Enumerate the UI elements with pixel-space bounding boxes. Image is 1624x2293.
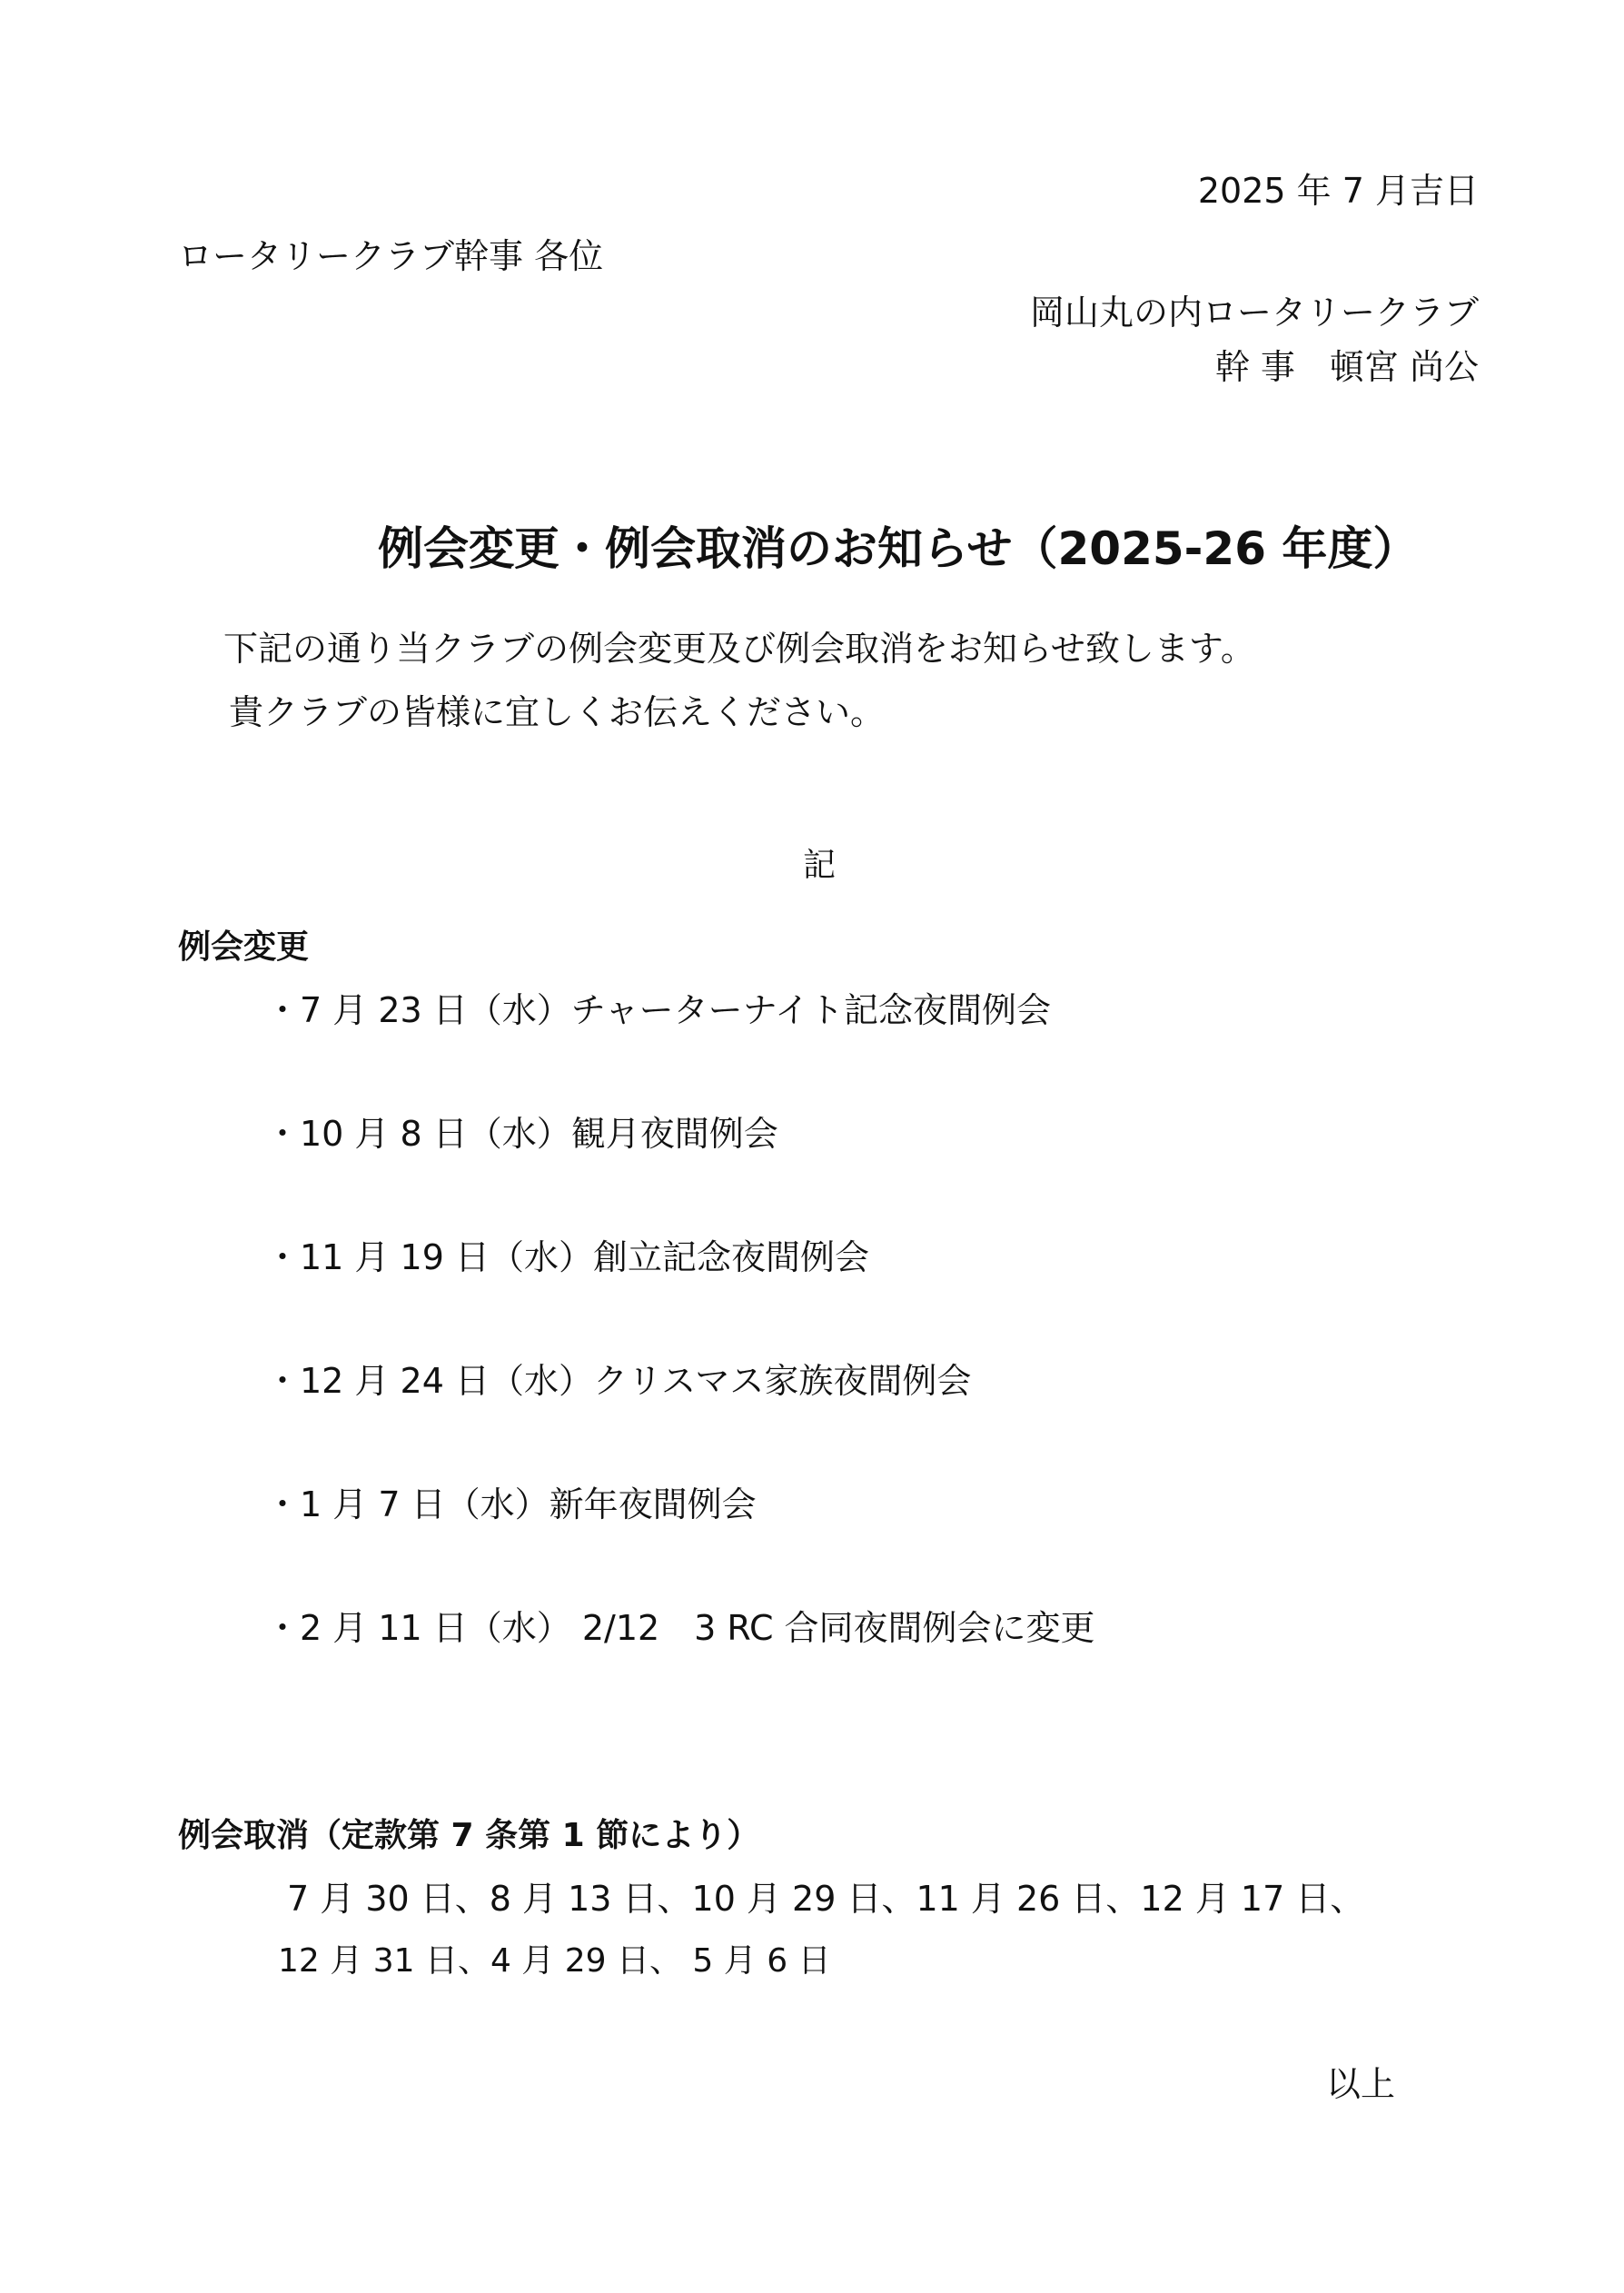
recipient: ロータリークラブ幹事 各位	[178, 236, 604, 276]
change-item: ・12 月 24 日（水）クリスマス家族夜間例会	[265, 1361, 972, 1401]
cancellation-dates-line-2: 12 月 31 日、4 月 29 日、 5 月 6 日	[278, 1942, 831, 1980]
cancellations-heading: 例会取消（定款第 7 条第 1 節により）	[178, 1817, 760, 1854]
sender-name: 幹 事 頓宮 尚公	[1214, 347, 1479, 387]
document-date: 2025 年 7 月吉日	[1197, 171, 1479, 211]
change-item: ・10 月 8 日（水）観月夜間例会	[265, 1114, 778, 1154]
sender-club: 岡山丸の内ロータリークラブ	[1029, 293, 1479, 333]
intro-line-2: 貴クラブの皆様に宜しくお伝えください。	[229, 692, 886, 732]
change-item: ・1 月 7 日（水）新年夜間例会	[265, 1484, 757, 1524]
change-item: ・11 月 19 日（水）創立記念夜間例会	[265, 1237, 869, 1277]
changes-heading: 例会変更	[178, 928, 310, 966]
change-item: ・2 月 11 日（水） 2/12 3 RC 合同夜間例会に変更	[265, 1608, 1095, 1648]
intro-line-1: 下記の通り当クラブの例会変更及び例会取消をお知らせ致します。	[223, 629, 1255, 669]
closing-remark: 以上	[1326, 2064, 1396, 2104]
cancellation-dates-line-1: 7 月 30 日、8 月 13 日、10 月 29 日、11 月 26 日、12 月 17 日、	[287, 1879, 1365, 1919]
change-item: ・7 月 23 日（水）チャーターナイト記念夜間例会	[265, 990, 1051, 1030]
document-title: 例会変更・例会取消のお知らせ（2025-26 年度）	[378, 522, 1419, 575]
ki-heading: 記	[803, 847, 837, 884]
